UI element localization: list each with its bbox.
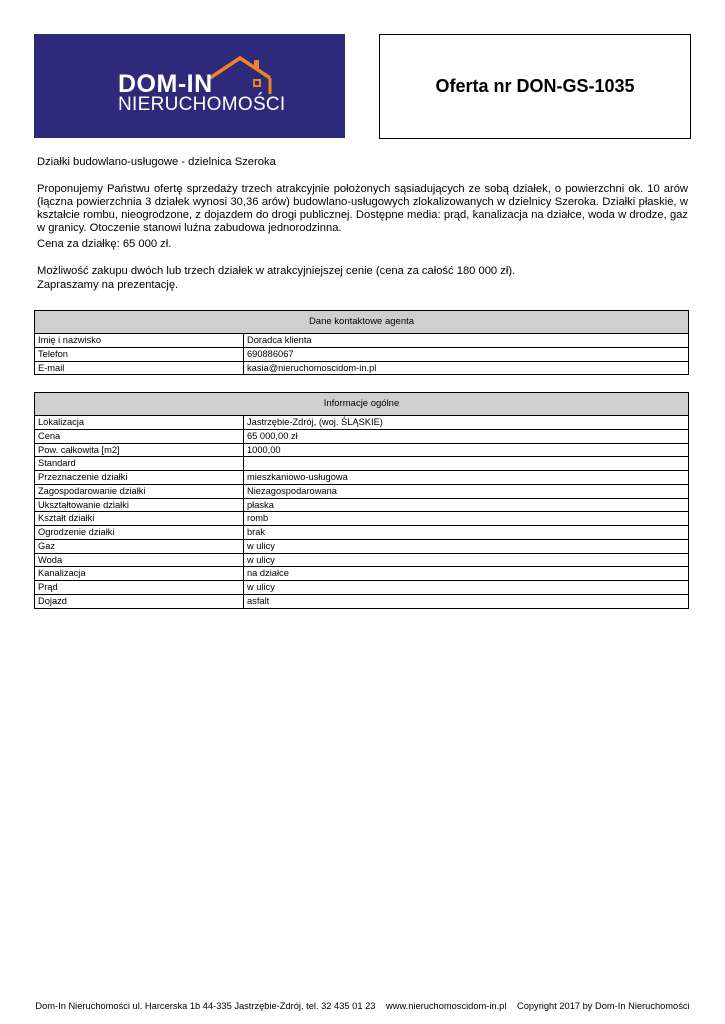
offer-headline: Działki budowlano-usługowe - dzielnica Szeroka xyxy=(37,156,276,168)
table-row xyxy=(34,471,689,485)
table-row xyxy=(34,567,689,581)
row-value: 690886067 xyxy=(247,348,294,359)
row-value xyxy=(244,457,688,470)
row-value: 65 000,00 zł xyxy=(247,430,298,441)
table-row xyxy=(34,348,689,362)
table-row xyxy=(34,457,689,471)
row-label: Gaz xyxy=(35,540,244,553)
row-value: brak xyxy=(247,527,266,537)
row-value: płaska xyxy=(247,499,274,510)
row-label: Przeznaczenie działki xyxy=(35,471,244,484)
row-value: na działce xyxy=(247,568,289,579)
table-row xyxy=(34,485,689,499)
table-row xyxy=(34,362,689,376)
row-label: Ogrodzenie działki xyxy=(35,526,244,539)
bulk-purchase-note: Możliwość zakupu dwóch lub trzech działek w atrakcyjniejszej cenie (cena za całość 180 000 zł). xyxy=(37,265,516,277)
offer-title: Oferta nr DON-GS-1035 xyxy=(435,76,635,96)
row-label: Kształt działki xyxy=(35,512,244,525)
agent-contact-header: Dane kontaktowe agenta xyxy=(34,310,689,334)
table-row xyxy=(34,416,689,430)
row-label: Kanalizacja xyxy=(35,567,244,580)
row-value: Niezagospodarowana xyxy=(247,485,337,496)
table-row xyxy=(34,499,689,513)
row-value: w ulicy xyxy=(247,554,275,565)
table-row xyxy=(34,595,689,609)
offer-description: Proponujemy Państwu ofertę sprzedaży trzech atrakcyjnie położonych sąsiadujących ze sobą działek, o powierzchni ok. 10 arów (łączna powierzchnia 3 działek wynosi 30,36 arów) budowlano-usługowych zlokalizowanych w dzielnicy Szeroka. Działki płaskie, w kształcie rombu, nieogrodzone, z dojazdem do drogi publicznej. Dostępne media: prąd, kanalizacja na działce, woda w drodze, gaz w granicy. Otoczenie stanowi luźna zabudowa jednorodzinna. xyxy=(37,183,688,234)
table-row xyxy=(34,444,689,458)
row-label: Telefon xyxy=(35,348,244,361)
row-value: 1000,00 xyxy=(247,444,281,455)
row-value: Doradca klienta xyxy=(247,335,312,345)
footer-website-link[interactable]: www.nieruchomoscidom-in.pl xyxy=(386,1001,507,1011)
table-row xyxy=(34,430,689,444)
row-label: Pow. całkowita [m2] xyxy=(35,444,244,457)
row-value: Jastrzębie-Zdrój, (woj. ŚLĄSKIE) xyxy=(247,417,383,427)
table-row xyxy=(34,581,689,595)
row-label: Woda xyxy=(35,554,244,567)
row-label: E-mail xyxy=(35,362,244,375)
row-label: Imię i nazwisko xyxy=(35,334,244,347)
row-label: Dojazd xyxy=(35,595,244,608)
company-logo xyxy=(34,34,345,138)
general-info-table xyxy=(34,392,689,609)
row-label: Zagospodarowanie działki xyxy=(35,485,244,498)
row-label: Lokalizacja xyxy=(35,416,244,429)
general-info-header: Informacje ogólne xyxy=(34,392,689,416)
agent-email-link[interactable]: kasia@nieruchomoscidom-in.pl xyxy=(247,362,377,373)
page-footer xyxy=(0,1001,725,1011)
row-label: Cena xyxy=(35,430,244,443)
row-value: w ulicy xyxy=(247,540,275,551)
offer-title-box xyxy=(379,34,691,139)
row-value: romb xyxy=(247,513,269,524)
footer-address: Dom-In Nieruchomości ul. Harcerska 1b 44-335 Jastrzębie-Zdrój, tel. 32 435 01 23 xyxy=(35,1001,376,1011)
logo-wordmark: DOM-IN xyxy=(118,70,213,98)
row-value: mieszkaniowo-usługowa xyxy=(247,472,348,482)
row-value: asfalt xyxy=(247,595,270,606)
row-label: Standard xyxy=(35,457,244,470)
row-value: w ulicy xyxy=(247,582,275,592)
table-row xyxy=(34,334,689,348)
table-row xyxy=(34,526,689,540)
footer-copyright: Copyright 2017 by Dom-In Nieruchomości xyxy=(517,1001,690,1011)
table-row xyxy=(34,540,689,554)
row-label: Prąd xyxy=(35,581,244,594)
table-row xyxy=(34,512,689,526)
logo-subtitle: NIERUCHOMOŚCI xyxy=(118,94,286,115)
row-label: Ukształtowanie działki xyxy=(35,499,244,512)
table-row xyxy=(34,554,689,568)
price-per-plot: Cena za działkę: 65 000 zł. xyxy=(37,238,172,250)
invitation-text: Zapraszamy na prezentację. xyxy=(37,279,179,291)
agent-contact-table xyxy=(34,310,689,375)
